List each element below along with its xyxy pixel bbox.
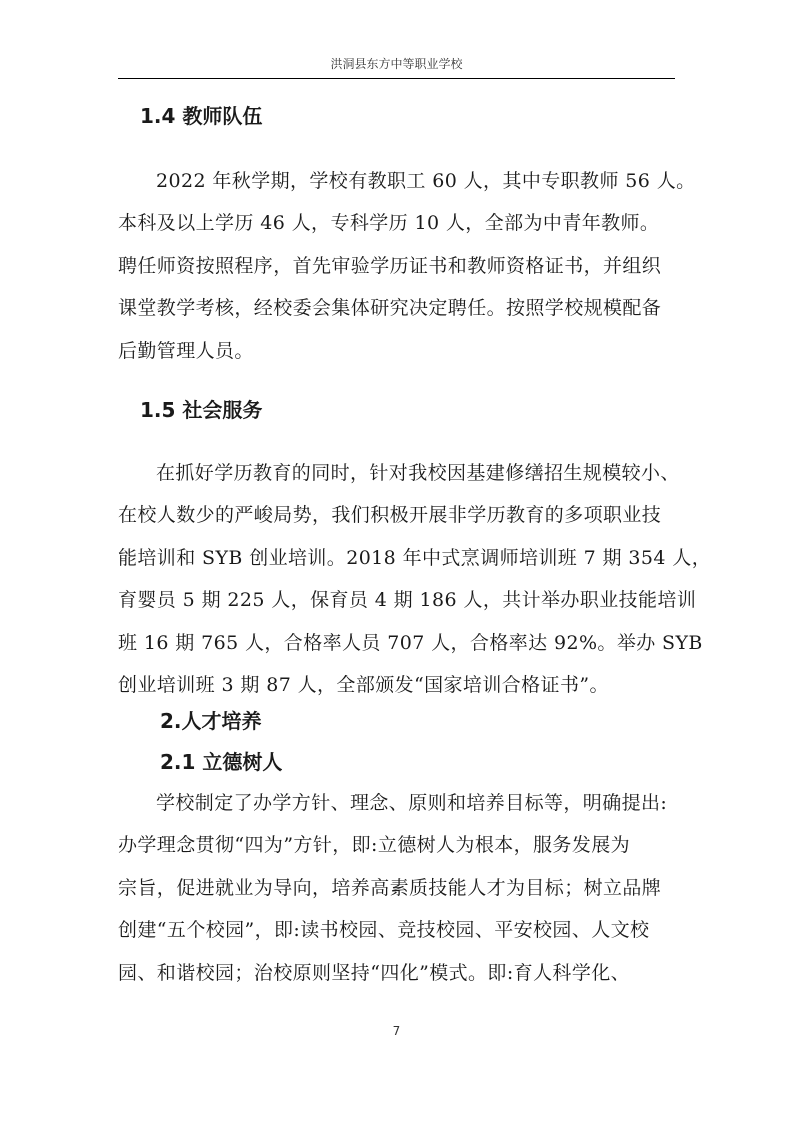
- paragraph-line: 创建“五个校园”，即:读书校园、竞技校园、平安校园、人文校: [118, 919, 650, 942]
- section-heading-1-4: 1.4 教师队伍: [140, 104, 263, 128]
- section-heading-1-5: 1.5 社会服务: [140, 398, 263, 422]
- paragraph-line: 办学理念贯彻“四为”方针，即:立德树人为根本，服务发展为: [118, 834, 631, 857]
- paragraph-line: 宗旨，促进就业为导向，培养高素质技能人才为目标；树立品牌: [118, 876, 662, 899]
- paragraph-line: 学校制定了办学方针、理念、原则和培养目标等，明确提出:: [156, 792, 668, 814]
- paragraph-line: 本科及以上学历 46 人，专科学历 10 人，全部为中青年教师。: [118, 212, 660, 235]
- paragraph-line: 课堂教学考核，经校委会集体研究决定聘任。按照学校规模配备: [118, 297, 662, 320]
- paragraph-line: 育婴员 5 期 225 人，保育员 4 期 186 人，共计举办职业技能培训: [118, 589, 697, 612]
- paragraph-line: 聘任师资按照程序，首先审验学历证书和教师资格证书，并组织: [118, 254, 662, 277]
- section-heading-2-1: 2.1 立德树人: [160, 750, 283, 774]
- paragraph-line: 在抓好学历教育的同时，针对我校因基建修缮招生规模较小、: [156, 462, 680, 484]
- paragraph-social-service: [118, 452, 712, 706]
- paragraph-line: 班 16 期 765 人，合格率人员 707 人，合格率达 92%。举办 SYB: [118, 631, 703, 654]
- page-header: 洪洞县东方中等职业学校: [330, 57, 463, 71]
- header-divider: [118, 78, 675, 79]
- section-heading-2: 2.人才培养: [160, 709, 262, 733]
- paragraph-moral-education: [118, 782, 678, 994]
- paragraph-line: 能培训和 SYB 创业培训。2018 年中式烹调师培训班 7 期 354 人，: [118, 546, 712, 569]
- paragraph-line: 园、和谐校园；治校原则坚持“四化”模式。即:育人科学化、: [118, 961, 631, 984]
- paragraph-line: 在校人数少的严峻局势，我们积极开展非学历教育的多项职业技: [118, 504, 662, 527]
- paragraph-line: 后勤管理人员。: [118, 339, 254, 362]
- paragraph-line: 创业培训班 3 期 87 人，全部颁发“国家培训合格证书”。: [118, 673, 609, 696]
- paragraph-teachers: [118, 160, 696, 372]
- page-number: 7: [392, 1024, 401, 1038]
- paragraph-line: 2022 年秋学期，学校有教职工 60 人，其中专职教师 56 人。: [156, 170, 696, 192]
